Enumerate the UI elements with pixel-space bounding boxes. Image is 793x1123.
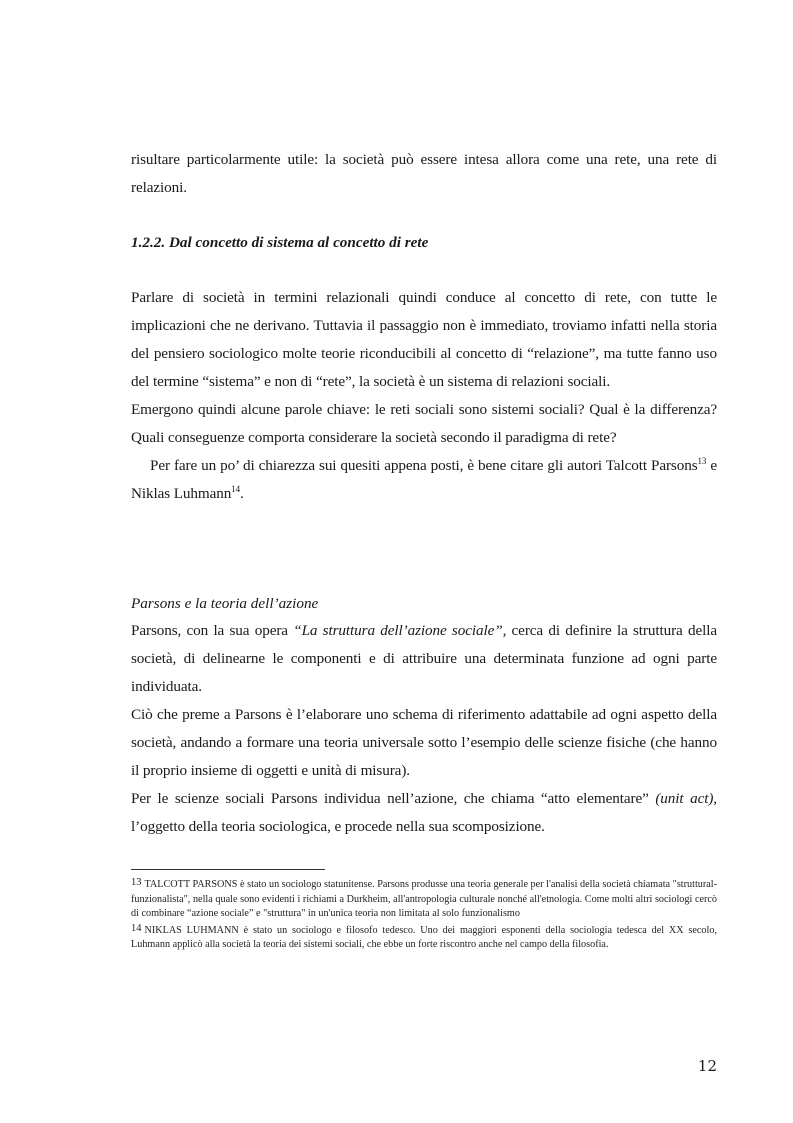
parsons-paragraph-1-text-a: Parsons, con la sua opera — [131, 622, 294, 639]
footnote-text: è stato un sociologo statunitense. Parsons produsse una teoria generale per l'analisi della società chiamata "struttural-funzionalista", nella quale sono evidenti i richiami a Durkheim, all'antropologia culturale nonché all'etnologia. Come molti altri sociologi cercò di combinare “azione sociale” e "struttura" in un'unica teoria non limitata al solo funzionalismo — [131, 879, 718, 919]
footnote-ref-13[interactable]: 13 — [697, 455, 707, 466]
footnote-mark: 14 — [131, 922, 142, 934]
footnote-ref-14[interactable]: 14 — [231, 483, 241, 494]
parsons-section — [131, 617, 717, 841]
footnote-author-name: NIKLAS LUHMANN — [144, 924, 239, 936]
footnote-mark: 13 — [131, 877, 142, 888]
body-paragraph-3 — [131, 452, 717, 508]
footnote-13 — [131, 876, 717, 922]
parsons-paragraph-1 — [131, 617, 717, 701]
footnote-text: è stato un sociologo e filosofo tedesco. Uno dei maggiori esponenti della sociologia tedesca del XX secolo, Luhmann applicò alla società la teoria dei sistemi sociali, che ebbe un forte riscontro anche nel campo della filosofia. — [131, 924, 718, 950]
parsons-subheading: Parsons e la teoria dell’azione — [131, 595, 319, 612]
main-body — [131, 284, 717, 508]
footnote-divider — [131, 869, 325, 870]
footnote-author-name: TALCOTT PARSONS — [144, 879, 238, 890]
parsons-paragraph-2: Ciò che preme a Parsons è l’elaborare uno schema di riferimento adattabile ad ogni aspetto della società, andando a formare una teoria universale sotto l’esempio delle scienze fisiche (che hanno il proprio insieme di oggetti e unità di misura). — [131, 706, 717, 779]
body-paragraph-3-text-a: Per fare un po’ di chiarezza sui quesiti appena posti, è bene citare gli autori Talcott Parsons — [150, 457, 698, 474]
footnotes — [131, 876, 717, 953]
parsons-paragraph-3 — [131, 785, 717, 841]
body-paragraph-1: Parlare di società in termini relazionali quindi conduce al concetto di rete, con tutte le implicazioni che ne derivano. Tuttavia il passaggio non è immediato, troviamo infatti nella storia del pensiero sociologico molte teorie riconducibili al concetto di “relazione”, ma tutte fanno uso del termine “sistema” e non di “rete”, la società è un sistema di relazioni sociali. — [131, 289, 717, 390]
body-paragraph-3-text-c: . — [240, 485, 244, 502]
intro-paragraph: risultare particolarmente utile: la società può essere intesa allora come una rete, una rete di relazioni. — [131, 151, 717, 196]
body-paragraph-2: Emergono quindi alcune parole chiave: le reti sociali sono sistemi sociali? Qual è la differenza? Quali conseguenze comporta considerare la società secondo il paradigma di rete? — [131, 401, 717, 446]
parsons-paragraph-3-text-a: Per le scienze sociali Parsons individua nell’azione, che chiama “atto elementare” — [131, 790, 656, 807]
unit-act-term: (unit act), — [655, 790, 717, 807]
body-paragraph-3-text-b: e Niklas Luhmann — [131, 457, 717, 502]
parsons-work-title: “La struttura dell’azione sociale”, — [293, 622, 507, 639]
parsons-paragraph-1-text-b: cerca di definire la struttura della società, di delinearne le componenti e di attribuire una determinata funzione ad ogni parte individuata. — [131, 622, 717, 695]
section-heading: 1.2.2. Dal concetto di sistema al concetto di rete — [131, 234, 429, 251]
page-number: 12 — [697, 1057, 717, 1075]
parsons-paragraph-3-text-b: l’oggetto della teoria sociologica, e procede nella sua scomposizione. — [131, 818, 545, 835]
footnote-14 — [131, 922, 717, 953]
